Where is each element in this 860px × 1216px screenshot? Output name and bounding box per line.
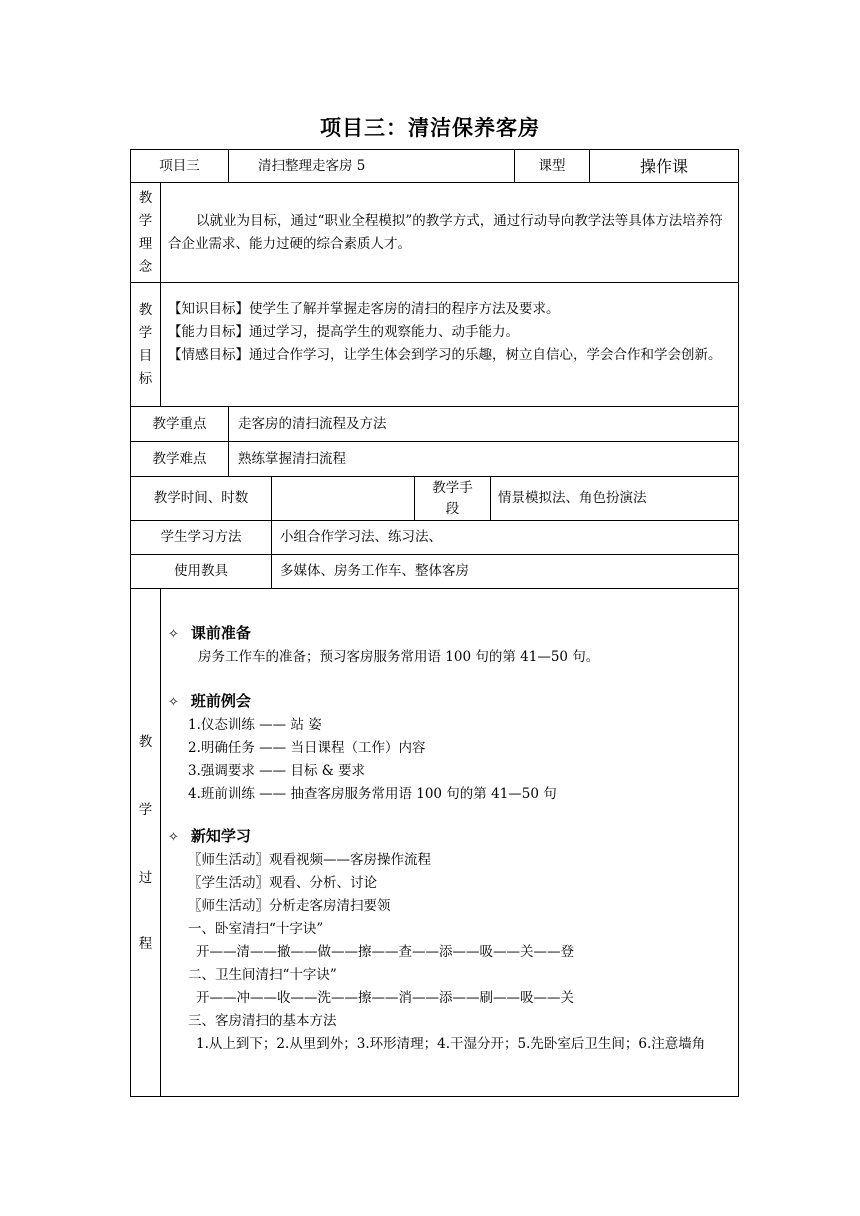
activity-item: 〖师生活动〗分析走客房清扫要领 <box>188 898 391 914</box>
list-item: 1.仪态训练 —— 站 姿 <box>188 717 322 733</box>
teaching-concept-label: 教 学 理 念 <box>138 189 153 275</box>
focus-label: 教学重点 <box>152 415 207 432</box>
process-section-prep <box>168 622 734 669</box>
course-type-value: 操作课 <box>639 156 688 176</box>
teaching-tools-value: 多媒体、房务工作车、整体客房 <box>280 563 469 579</box>
page-title: 项目三：清洁保养客房 <box>320 115 540 140</box>
section-heading: ✧ 课前准备 <box>168 624 251 642</box>
ability-goal: 【能力目标】通过学习，提高学生的观察能力、动手能力。 <box>168 324 519 340</box>
project-topic: 清扫整理走客房 5 <box>258 158 366 174</box>
section-text: 房务工作车的准备；预习客房服务常用语 100 句的第 41—50 句。 <box>198 649 600 665</box>
bathroom-title: 二、卫生间清扫“十字诀” <box>188 967 337 983</box>
methods-text: 1.从上到下；2.从里到外；3.环形清理；4.干湿分开；5.先卧室后卫生间；6.注意墙角 <box>196 1036 706 1052</box>
bathroom-steps: 开——冲——收——洗——擦——消——添——刷——吸——关 <box>196 990 574 1006</box>
teaching-means-label: 教学手 段 <box>432 479 473 517</box>
bedroom-title: 一、卧室清扫“十字诀” <box>188 921 324 937</box>
difficulty-value: 熟练掌握清扫流程 <box>238 451 346 467</box>
activity-item: 〖师生活动〗观看视频——客房操作流程 <box>188 852 431 868</box>
difficulty-label: 教学难点 <box>152 450 207 467</box>
teaching-process-label: 教 学 过 程 <box>138 734 153 952</box>
project-label: 项目三 <box>159 157 200 174</box>
process-section-learning <box>168 825 734 1056</box>
course-type-label: 课型 <box>538 157 566 174</box>
emotion-goal: 【情感目标】通过合作学习，让学生体会到学习的乐趣，树立自信心，学会合作和学会创新。 <box>168 347 722 363</box>
activity-item: 〖学生活动〗观看、分析、讨论 <box>188 875 377 891</box>
teaching-time-value <box>272 477 414 520</box>
list-item: 3.强调要求 —— 目标 & 要求 <box>188 763 366 779</box>
process-section-meeting <box>168 690 734 806</box>
learning-method-value: 小组合作学习法、练习法、 <box>280 529 442 545</box>
diamond-icon: ✧ <box>168 627 179 642</box>
teaching-concept-text: 以就业为目标，通过“职业全程模拟”的教学方式，通过行动导向教学法等具体方法培养符合企业需求、能力过硬的综合素质人才。 <box>168 213 723 252</box>
diamond-icon: ✧ <box>168 830 179 845</box>
bedroom-steps: 开——清——撤——做——擦——查——添——吸——关——登 <box>196 944 574 960</box>
methods-title: 三、客房清扫的基本方法 <box>188 1013 337 1029</box>
teaching-means-value: 情景模拟法、角色扮演法 <box>498 490 647 506</box>
section-heading: ✧ 新知学习 <box>168 827 251 845</box>
section-heading: ✧ 班前例会 <box>168 692 251 710</box>
focus-value: 走客房的清扫流程及方法 <box>238 416 387 432</box>
diamond-icon: ✧ <box>168 695 179 710</box>
list-item: 4.班前训练 —— 抽查客房服务常用语 100 句的第 41—50 句 <box>188 786 557 802</box>
list-item: 2.明确任务 —— 当日课程（工作）内容 <box>188 740 426 756</box>
teaching-goals-list <box>168 298 734 367</box>
teaching-time-label: 教学时间、时数 <box>153 490 249 506</box>
learning-method-label: 学生学习方法 <box>160 529 242 545</box>
knowledge-goal: 【知识目标】使学生了解并掌握走客房的清扫的程序方法及要求。 <box>168 301 560 317</box>
teaching-tools-label: 使用教具 <box>174 563 228 579</box>
teaching-goals-label: 教 学 目 标 <box>138 301 153 387</box>
